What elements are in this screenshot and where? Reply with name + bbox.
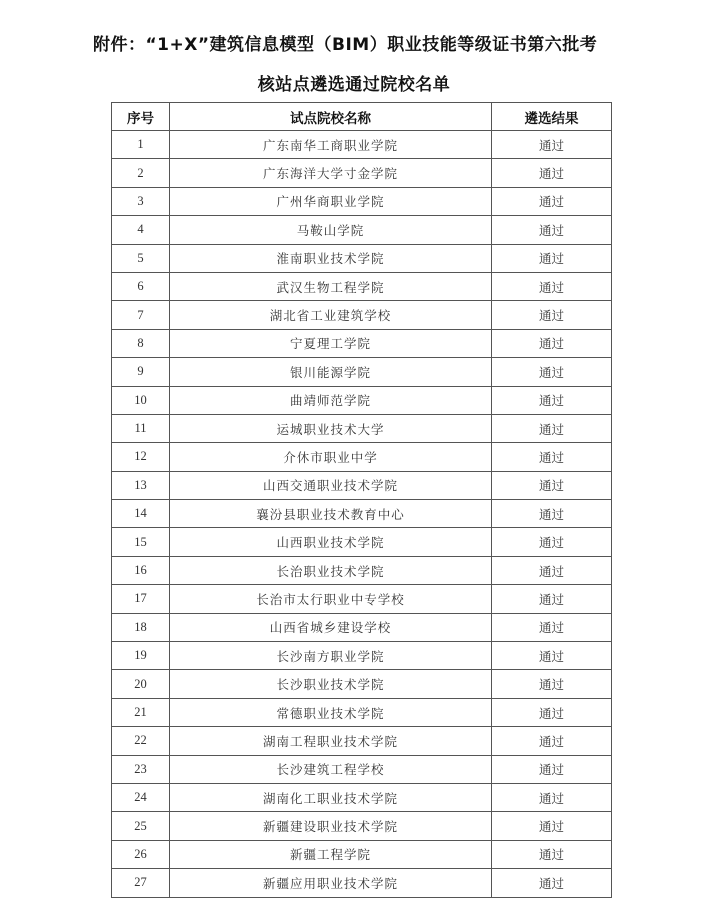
serial-number-cell: 20: [112, 670, 170, 698]
document-title-line-2: 核站点遴选通过院校名单: [257, 75, 451, 95]
serial-number-cell: 27: [112, 869, 170, 897]
selection-result-cell: 通过: [492, 272, 612, 300]
selection-result-cell: 通过: [492, 670, 612, 698]
serial-number-cell: 18: [112, 613, 170, 641]
serial-number-cell: 7: [112, 301, 170, 329]
school-name-cell: 新疆工程学院: [170, 840, 492, 868]
selection-result-cell: 通过: [492, 727, 612, 755]
selection-result-cell: 通过: [492, 159, 612, 187]
table-row: [112, 301, 612, 329]
table-row: [112, 244, 612, 272]
serial-number-cell: 4: [112, 216, 170, 244]
table-row: [112, 528, 612, 556]
table-row: [112, 727, 612, 755]
table-row: [112, 556, 612, 584]
serial-number-cell: 9: [112, 358, 170, 386]
school-name-cell: 山西省城乡建设学校: [170, 613, 492, 641]
selection-result-cell: 通过: [492, 329, 612, 357]
table-row: [112, 585, 612, 613]
selection-result-cell: 通过: [492, 131, 612, 159]
school-name-cell: 银川能源学院: [170, 358, 492, 386]
school-list-table: [111, 102, 612, 898]
selection-result-cell: 通过: [492, 585, 612, 613]
selection-result-cell: 通过: [492, 471, 612, 499]
school-name-cell: 运城职业技术大学: [170, 414, 492, 442]
serial-number-cell: 2: [112, 159, 170, 187]
serial-number-cell: 12: [112, 443, 170, 471]
table-row: [112, 812, 612, 840]
selection-result-cell: 通过: [492, 642, 612, 670]
selection-result-cell: 通过: [492, 840, 612, 868]
serial-number-cell: 8: [112, 329, 170, 357]
serial-number-cell: 5: [112, 244, 170, 272]
table-row: [112, 386, 612, 414]
school-name-cell: 湖南工程职业技术学院: [170, 727, 492, 755]
table-row: [112, 783, 612, 811]
school-name-cell: 广州华商职业学院: [170, 187, 492, 215]
selection-result-cell: 通过: [492, 386, 612, 414]
school-name-cell: 长沙职业技术学院: [170, 670, 492, 698]
school-name-cell: 马鞍山学院: [170, 216, 492, 244]
school-name-cell: 介休市职业中学: [170, 443, 492, 471]
table-row: [112, 698, 612, 726]
school-name-cell: 山西交通职业技术学院: [170, 471, 492, 499]
school-name-cell: 湖北省工业建筑学校: [170, 301, 492, 329]
table-row: [112, 216, 612, 244]
selection-result-cell: 通过: [492, 216, 612, 244]
selection-result-cell: 通过: [492, 869, 612, 897]
school-name-cell: 广东海洋大学寸金学院: [170, 159, 492, 187]
serial-number-cell: 24: [112, 783, 170, 811]
selection-result-cell: 通过: [492, 500, 612, 528]
table-row: [112, 329, 612, 357]
serial-number-cell: 11: [112, 414, 170, 442]
school-name-cell: 长沙南方职业学院: [170, 642, 492, 670]
school-name-cell: 湖南化工职业技术学院: [170, 783, 492, 811]
school-name-cell: 长治市太行职业中专学校: [170, 585, 492, 613]
school-name-cell: 新疆建设职业技术学院: [170, 812, 492, 840]
serial-number-cell: 3: [112, 187, 170, 215]
selection-result-cell: 通过: [492, 783, 612, 811]
serial-number-cell: 19: [112, 642, 170, 670]
table-row: [112, 187, 612, 215]
selection-result-cell: 通过: [492, 812, 612, 840]
serial-number-cell: 15: [112, 528, 170, 556]
selection-result-cell: 通过: [492, 187, 612, 215]
school-name-cell: 武汉生物工程学院: [170, 272, 492, 300]
selection-result-cell: 通过: [492, 244, 612, 272]
selection-result-cell: 通过: [492, 755, 612, 783]
serial-number-cell: 23: [112, 755, 170, 783]
serial-number-cell: 25: [112, 812, 170, 840]
table-row: [112, 642, 612, 670]
selection-result-cell: 通过: [492, 528, 612, 556]
selection-result-cell: 通过: [492, 301, 612, 329]
table-body: [112, 131, 612, 898]
table-row: [112, 869, 612, 897]
school-name-cell: 淮南职业技术学院: [170, 244, 492, 272]
table-header-row: [112, 103, 612, 131]
header-school-name: 试点院校名称: [170, 103, 492, 131]
selection-result-cell: 通过: [492, 556, 612, 584]
table-row: [112, 670, 612, 698]
table-row: [112, 613, 612, 641]
selection-result-cell: 通过: [492, 414, 612, 442]
selection-result-cell: 通过: [492, 358, 612, 386]
selection-result-cell: 通过: [492, 613, 612, 641]
serial-number-cell: 22: [112, 727, 170, 755]
table-row: [112, 755, 612, 783]
school-name-cell: 长治职业技术学院: [170, 556, 492, 584]
table-row: [112, 358, 612, 386]
school-name-cell: 宁夏理工学院: [170, 329, 492, 357]
school-name-cell: 山西职业技术学院: [170, 528, 492, 556]
header-selection-result: 遴选结果: [492, 103, 612, 131]
table-row: [112, 500, 612, 528]
table-row: [112, 131, 612, 159]
school-name-cell: 曲靖师范学院: [170, 386, 492, 414]
school-name-cell: 常德职业技术学院: [170, 698, 492, 726]
table-row: [112, 471, 612, 499]
selection-result-cell: 通过: [492, 443, 612, 471]
serial-number-cell: 14: [112, 500, 170, 528]
table-row: [112, 840, 612, 868]
serial-number-cell: 6: [112, 272, 170, 300]
serial-number-cell: 17: [112, 585, 170, 613]
document-title-line-1: 附件：“1+X”建筑信息模型（BIM）职业技能等级证书第六批考: [93, 35, 598, 55]
serial-number-cell: 10: [112, 386, 170, 414]
school-name-cell: 长沙建筑工程学校: [170, 755, 492, 783]
serial-number-cell: 16: [112, 556, 170, 584]
table-row: [112, 272, 612, 300]
serial-number-cell: 26: [112, 840, 170, 868]
serial-number-cell: 1: [112, 131, 170, 159]
school-name-cell: 新疆应用职业技术学院: [170, 869, 492, 897]
table-row: [112, 443, 612, 471]
school-name-cell: 襄汾县职业技术教育中心: [170, 500, 492, 528]
table-row: [112, 414, 612, 442]
table-row: [112, 159, 612, 187]
header-serial-number: 序号: [112, 103, 170, 131]
school-name-cell: 广东南华工商职业学院: [170, 131, 492, 159]
selection-result-cell: 通过: [492, 698, 612, 726]
serial-number-cell: 21: [112, 698, 170, 726]
serial-number-cell: 13: [112, 471, 170, 499]
